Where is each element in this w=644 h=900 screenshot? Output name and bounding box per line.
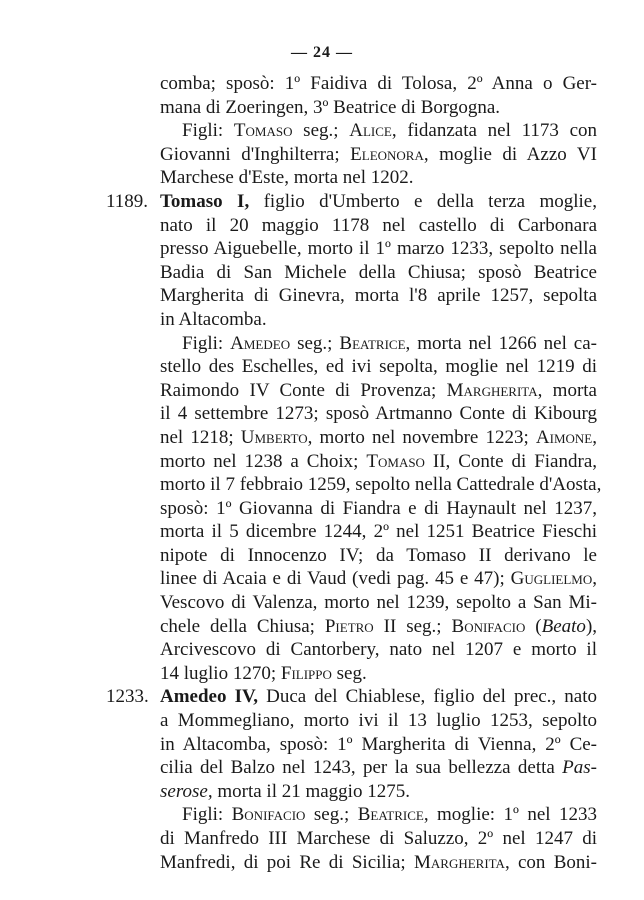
text-line xyxy=(160,214,597,238)
text-line xyxy=(160,591,597,615)
text-line xyxy=(160,638,597,662)
line-text: stello des Eschelles, ed ivi sepolta, moglie nel 1219 di xyxy=(160,356,597,378)
line-text: in Altacomba, sposò: 1º Margherita di Vienna, 2º Ce- xyxy=(160,733,597,755)
line-text: Figli: Amedeo seg.; Beatrice, morta nel 1266 nel ca- xyxy=(182,332,598,354)
line-text: sposò: 1º Giovanna di Fiandra e di Haynault nel 1237, xyxy=(160,497,597,519)
line-text: Vescovo di Valenza, morto nel 1239, sepolto a San Mi- xyxy=(160,592,597,614)
text-line xyxy=(160,237,597,261)
text-line xyxy=(106,685,597,709)
text-line xyxy=(160,662,597,686)
page-number: — 24 — xyxy=(291,44,353,61)
body-text xyxy=(106,72,602,874)
text-line xyxy=(160,780,597,804)
text-line xyxy=(160,166,597,190)
line-text: in Altacomba. xyxy=(160,308,267,330)
text-line xyxy=(160,119,597,143)
line-text: linee di Acaia e di Vaud (vedi pag. 45 e 47); Guglielmo, xyxy=(160,568,597,590)
text-line xyxy=(160,143,597,167)
text-line xyxy=(160,72,597,96)
entry-year: 1189. xyxy=(106,190,149,212)
line-text: serose, morta il 21 maggio 1275. xyxy=(160,780,410,802)
text-line xyxy=(160,827,597,851)
line-text: Figli: Tomaso seg.; Alice, fidanzata nel 1173 con xyxy=(182,120,598,142)
line-text: Raimondo IV Conte di Provenza; Margherita, morta xyxy=(160,379,597,401)
line-text: morto nel 1238 a Choix; Tomaso II, Conte di Fiandra, xyxy=(160,450,598,472)
line-text: a Mommegliano, morto ivi il 13 luglio 1253, sepolto xyxy=(160,710,597,732)
text-line xyxy=(160,520,597,544)
text-line xyxy=(160,308,597,332)
text-line xyxy=(106,190,597,214)
line-text: nipote di Innocenzo IV; da Tomaso II derivano le xyxy=(160,544,597,566)
text-line xyxy=(160,284,597,308)
text-line xyxy=(160,473,602,497)
text-line xyxy=(160,96,597,120)
line-text: morto il 7 febbraio 1259, sepolto nella Cattedrale d'Aosta, xyxy=(160,474,602,496)
line-text: 14 luglio 1270; Filippo seg. xyxy=(160,662,367,684)
line-text: Amedeo IV, Duca del Chiablese, figlio del prec., nato xyxy=(160,686,597,708)
text-line xyxy=(160,379,597,403)
line-text: Margherita di Ginevra, morta l'8 aprile 1257, sepolta xyxy=(160,285,597,307)
line-text: mana di Zoeringen, 3º Beatrice di Borgogna. xyxy=(160,96,501,118)
line-text: Figli: Bonifacio seg.; Beatrice, moglie: 1º nel 1233 xyxy=(182,804,597,826)
line-text: comba; sposò: 1º Faidiva di Tolosa, 2º Anna o Ger- xyxy=(160,73,597,94)
text-line xyxy=(160,544,597,568)
text-line xyxy=(160,803,597,827)
line-text: Giovanni d'Inghilterra; Eleonora, moglie di Azzo VI xyxy=(160,143,597,165)
text-line xyxy=(160,497,597,521)
text-line xyxy=(160,261,597,285)
text-line xyxy=(160,851,597,875)
text-line xyxy=(160,756,597,780)
line-text: nel 1218; Umberto, morto nel novembre 1223; Aimone, xyxy=(160,426,597,448)
line-text: nato il 20 maggio 1178 nel castello di Carbonara xyxy=(160,214,597,236)
text-line xyxy=(160,615,597,639)
text-line xyxy=(160,709,597,733)
line-text: Badia di San Michele della Chiusa; sposò Beatrice xyxy=(160,261,597,283)
text-line xyxy=(160,567,597,591)
text-line xyxy=(160,402,597,426)
line-text: chele della Chiusa; Pietro II seg.; Bonifacio (Beato), xyxy=(160,615,598,637)
line-text: presso Aiguebelle, morto il 1º marzo 1233, sepolto nella xyxy=(160,238,597,260)
text-line xyxy=(160,450,597,474)
line-text: Marchese d'Este, morta nel 1202. xyxy=(160,167,414,189)
text-line xyxy=(160,426,597,450)
text-line xyxy=(160,733,597,757)
entry-year: 1233. xyxy=(106,686,149,708)
line-text: di Manfredo III Marchese di Saluzzo, 2º nel 1247 di xyxy=(160,828,597,849)
line-text: Manfredi, di poi Re di Sicilia; Margherita, con Boni- xyxy=(160,851,598,873)
line-text: Arcivescovo di Cantorbery, nato nel 1207 e morto il xyxy=(160,639,597,661)
line-text: morta il 5 dicembre 1244, 2º nel 1251 Beatrice Fieschi xyxy=(160,521,597,543)
line-text: cilia del Balzo nel 1243, per la sua bellezza detta Pas- xyxy=(160,757,597,779)
text-line xyxy=(160,332,597,356)
text-line xyxy=(160,355,597,379)
line-text: il 4 settembre 1273; sposò Artmanno Conte di Kibourg xyxy=(160,403,597,425)
line-text: Tomaso I, figlio d'Umberto e della terza moglie, xyxy=(160,190,597,212)
